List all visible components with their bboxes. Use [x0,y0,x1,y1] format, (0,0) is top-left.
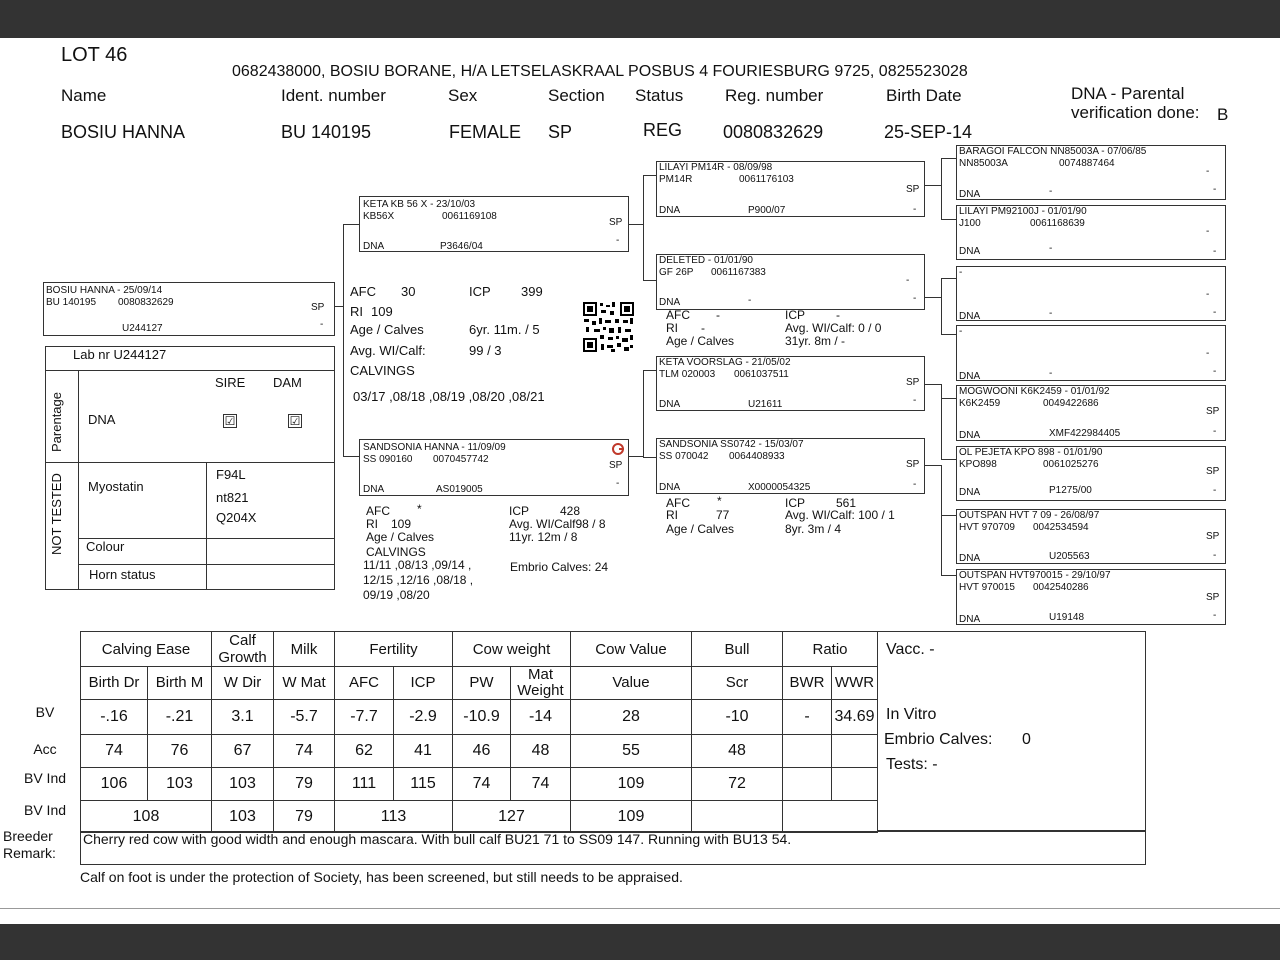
group-calving-ease: Calving Ease [81,632,212,667]
dam-calvings-3: 09/19 ,08/20 [363,588,430,602]
dam-calvings-1: 11/11 ,08/13 ,09/14 , [363,558,472,572]
acc-cell: 74 [81,735,148,768]
bv-ind2-cell: 108 [81,801,212,833]
ggp-ident: NN85003A [959,158,1008,169]
self-ri-label: RI [350,304,363,319]
qr-code-icon [582,301,635,353]
sd-age-value: 31yr. 8m / - [785,334,846,348]
ggp-title: OUTSPAN HVT 7 09 - 26/08/97 [959,510,1100,521]
myostatin-label: Myostatin [88,479,144,494]
ggp-dna: U19148 [1049,612,1085,623]
dd-icp-label: ICP [785,496,806,510]
group-bull: Bull [692,632,783,667]
breeder-label: Breeder [3,828,53,844]
sub-bwr: BWR [783,667,832,700]
bv-ind2-cell: 103 [212,801,274,833]
sub-w-dir: W Dir [212,667,274,700]
bv-ind-cell: 79 [274,768,335,801]
bv-ind-cell: 74 [511,768,571,801]
acc-cell [832,735,878,768]
ggp-dash: - [1213,366,1217,377]
horn-status-label: Horn status [89,567,156,582]
self-section: SP [311,302,325,313]
gp-dd-ident: SS 070042 [659,451,709,462]
bv-cell: -7.7 [335,700,394,735]
acc-cell: 74 [274,735,335,768]
dam-ident: SS 090160 [363,454,413,465]
bv-ind-cell [783,768,832,801]
ggp-box-5 [956,385,1226,441]
ggp-dna-label: DNA [959,311,981,322]
acc-cell: 55 [571,735,692,768]
gp-ds-section: SP [906,377,920,388]
sub-birth-m: Birth M [148,667,212,700]
lot-number: LOT 46 [61,44,128,66]
ggp-dash: - [1206,166,1210,177]
gp-dd-section: SP [906,459,920,470]
gp-ss-dna: P900/07 [748,205,786,216]
group-cow-value: Cow Value [571,632,692,667]
sire-title: KETA KB 56 X - 23/10/03 [363,199,476,210]
sub-scr: Scr [692,667,783,700]
acc-cell: 76 [148,735,212,768]
self-age-value: 6yr. 11m. / 5 [469,322,540,337]
gp-dd-dna: X0000054325 [748,482,811,493]
header-sex: Sex [448,86,478,105]
sd-afc-label: AFC [666,308,690,322]
sire-dna-checkbox[interactable]: ☑ [224,414,236,428]
gp-ss-ident: PM14R [659,174,693,185]
ggp-dash: - [1213,307,1217,318]
ggp-dash: - [1206,226,1210,237]
lab-vdivider [206,462,207,590]
ggp-title: MOGWOONI K6K2459 - 01/01/92 [959,386,1110,397]
ggp-box-1 [956,145,1226,200]
lab-sire-header: SIRE [215,375,246,390]
gp-sd-dash-1: - [906,275,910,286]
acc-cell: 48 [511,735,571,768]
self-pedigree-box [43,282,335,336]
ggp-section: SP [1206,466,1220,477]
ggp-reg: 0049422686 [1043,398,1099,409]
dd-age-value: 8yr. 3m / 4 [785,522,842,536]
ggp-reg: 0074887464 [1059,158,1115,169]
ggp-dna: U205563 [1049,551,1090,562]
dam-afc-value: * [417,502,422,516]
self-ident: BU 140195 [46,297,97,308]
self-icp-label: ICP [469,284,491,299]
ggp-dna: - [1049,308,1053,319]
remark-label: Remark: [3,845,56,861]
ggp-title: LILAYI PM92100J - 01/01/90 [959,206,1087,217]
sire-ident: KB56X [363,211,395,222]
ggp-section: SP [1206,406,1220,417]
ggp-ident: KPO898 [959,459,997,470]
group-fertility: Fertility [335,632,453,667]
gp-sd-ident: GF 26P [659,267,694,278]
bv-ind-cell: 72 [692,768,783,801]
gp-ss-section: SP [906,184,920,195]
in-vitro-label: In Vitro [886,706,937,723]
gp-ss-reg: 0061176103 [739,174,794,185]
bv-ind2-cell [692,801,783,833]
bv-ind2-cell: 113 [335,801,453,833]
parentage-label: Parentage [49,392,64,452]
row-label-acc: Acc [33,741,57,757]
dam-age-label: Age / Calves [366,530,435,544]
self-calvings-dates: 03/17 ,08/18 ,08/19 ,08/20 ,08/21 [353,389,545,404]
header-ident: Ident. number [281,86,386,105]
self-wi-label: Avg. WI/Calf: [350,343,426,358]
bottom-bar [0,924,1280,960]
self-calvings-label: CALVINGS [350,363,415,378]
ggp-box-8 [956,569,1226,625]
self-dna: U244127 [122,323,163,334]
dd-wi: Avg. WI/Calf: 100 / 1 [785,508,895,522]
sub-birth-dr: Birth Dr [81,667,148,700]
lab-divider [45,370,335,371]
ggp-dash: - [1206,348,1210,359]
dam-dna-checkbox[interactable]: ☑ [289,414,301,428]
header-name: Name [61,86,107,105]
bv-cell: -5.7 [274,700,335,735]
self-icp-value: 399 [521,284,543,299]
gp-sire-dam-box [656,254,925,310]
ggp-title: - [959,326,963,337]
ggp-reg: 0042534594 [1033,522,1089,533]
bv-ind-cell: 103 [148,768,212,801]
dam-title: SANDSONIA HANNA - 11/09/09 [363,442,506,453]
lab-number: Lab nr U244127 [73,347,167,362]
animal-reg: 0080832629 [723,122,824,142]
bv-ind-cell: 106 [81,768,148,801]
bv-ind-cell: 109 [571,768,692,801]
bv-cell: -.21 [148,700,212,735]
row-label-bv-ind-2: BV Ind [23,802,67,818]
ggp-ident: HVT 970015 [959,582,1015,593]
sire-reg: 0061169108 [442,211,497,222]
animal-sex: FEMALE [449,122,522,142]
dam-calvings-label: CALVINGS [366,545,426,559]
gp-ds-ident: TLM 020003 [659,369,716,380]
dam-ri-value: 109 [391,517,412,531]
header-section: Section [548,86,605,105]
dd-afc-label: AFC [666,496,690,510]
gp-ds-dna: U21611 [748,399,783,410]
sire-dash: - [616,235,620,246]
gp-ss-dash: - [913,204,917,215]
ggp-dash: - [1213,184,1217,195]
ggp-dna-label: DNA [959,371,981,382]
animal-ident: BU 140195 [281,122,372,142]
lab-dna-label: DNA [88,412,116,427]
bv-ind-cell: 103 [212,768,274,801]
gp-sd-dash-2: - [913,293,917,304]
dam-dna-label: DNA [363,484,385,495]
sd-afc-value: - [716,308,720,322]
ggp-title: OL PEJETA KPO 898 - 01/01/90 [959,447,1103,458]
dam-box [359,439,629,496]
ggp-box-6 [956,446,1226,501]
acc-cell: 41 [394,735,453,768]
ggp-dash: - [1213,485,1217,496]
gp-ss-dna-label: DNA [659,205,681,216]
ggp-ident: J100 [959,218,981,229]
bv-cell: -10.9 [453,700,511,735]
ggp-box-7 [956,509,1226,564]
embrio-calves-value: 0 [1022,731,1031,748]
ggp-dna-label: DNA [959,614,981,625]
bv-cell: -.16 [81,700,148,735]
ggp-box-2 [956,205,1226,260]
header-birth: Birth Date [886,86,962,105]
breeder-remark-box [80,831,1146,865]
animal-status: REG [643,120,683,140]
sd-icp-label: ICP [785,308,806,322]
group-ratio: Ratio [783,632,878,667]
self-afc-label: AFC [350,284,376,299]
bv-cell: -14 [511,700,571,735]
animal-birth: 25-SEP-14 [884,122,973,142]
ggp-dna-label: DNA [959,430,981,441]
dam-section: SP [609,460,623,471]
sub-pw: PW [453,667,511,700]
bv-ind2-cell: 79 [274,801,335,833]
dam-dna: AS019005 [436,484,483,495]
gp-dd-title: SANDSONIA SS0742 - 15/03/07 [659,439,804,450]
ggp-dash: - [1213,610,1217,621]
bv-ind2-cell: 109 [571,801,692,833]
gp-ss-title: LILAYI PM14R - 08/09/98 [659,162,773,173]
ggp-ident: HVT 970709 [959,522,1015,533]
dd-afc-value: * [717,494,722,508]
gp-dd-dash: - [913,479,917,490]
ggp-dna-label: DNA [959,487,981,498]
bv-ind-cell: 115 [394,768,453,801]
sire-box [359,196,629,252]
dna-parental-label-2: verification done: [1071,103,1200,122]
sd-icp-value: - [836,308,840,322]
dam-icp-value: 428 [560,504,581,518]
group-milk: Milk [274,632,335,667]
gp-ds-dash: - [913,395,917,406]
sub-mat-weight: Mat Weight [511,667,571,700]
gp-sd-title: DELETED - 01/01/90 [659,255,753,266]
sire-section: SP [609,217,623,228]
row-label-bv: BV [35,704,55,720]
gp-dam-sire-box [656,356,925,411]
gp-ds-dna-label: DNA [659,399,681,410]
lab-vdivider [78,370,79,590]
ggp-box-4 [956,325,1226,381]
colour-label: Colour [86,539,125,554]
sub-wwr: WWR [832,667,878,700]
dam-wi: Avg. WI/Calf98 / 8 [509,517,606,531]
sd-wi: Avg. WI/Calf: 0 / 0 [785,321,882,335]
gp-dd-dna-label: DNA [659,482,681,493]
ggp-dash: - [1213,426,1217,437]
ggp-section: SP [1206,531,1220,542]
dam-age-value: 11yr. 12m / 8 [509,530,578,544]
dna-parental-label: DNA - Parental [1071,84,1185,103]
header-status: Status [635,86,684,105]
breeder-remark-text: Cherry red cow with good width and enough mascara. With bull calf BU21 71 to SS09 147. Running with BU13 54. [83,831,792,847]
breeding-values-table [80,631,878,833]
dam-ri-label: RI [366,517,378,531]
dam-afc-label: AFC [366,504,390,518]
group-cow-weight: Cow weight [453,632,571,667]
ggp-dna-label: DNA [959,553,981,564]
bv-cell: -2.9 [394,700,453,735]
header-reg: Reg. number [725,86,824,105]
sub-icp: ICP [394,667,453,700]
lab-dam-header: DAM [273,375,302,390]
sire-dna-label: DNA [363,241,385,252]
ggp-dna: - [1049,368,1053,379]
ggp-title: - [959,267,963,278]
ggp-dna-label: DNA [959,189,981,200]
top-bar [0,0,1280,38]
gp-ds-reg: 0061037511 [734,369,789,380]
dam-embrio-calves: Embrio Calves: 24 [510,560,609,574]
sub-w-mat: W Mat [274,667,335,700]
ggp-dna: - [1049,243,1053,254]
sd-ri-value: - [701,321,705,335]
bv-ind-cell: 111 [335,768,394,801]
bv-ind-cell: 74 [453,768,511,801]
dd-age-label: Age / Calves [666,522,735,536]
ggp-dash: - [1213,246,1217,257]
ggp-reg: 0061025276 [1043,459,1099,470]
self-dash: - [320,319,324,330]
sd-age-label: Age / Calves [666,334,735,348]
dam-icp-label: ICP [509,504,530,518]
ggp-title: OUTSPAN HVT970015 - 29/10/97 [959,570,1111,581]
not-tested-label: NOT TESTED [49,473,64,555]
ggp-reg: 0042540286 [1033,582,1089,593]
sd-ri-label: RI [666,321,678,335]
ggp-section: SP [1206,592,1220,603]
dd-icp-value: 561 [836,496,857,510]
dna-parental-value: B [1217,105,1229,124]
ggp-dash: - [1213,550,1217,561]
myostatin-nt821: nt821 [216,490,249,505]
self-age-label: Age / Calves [350,322,424,337]
acc-cell: 62 [335,735,394,768]
acc-cell: 67 [212,735,274,768]
row-label-bv-ind: BV Ind [23,770,67,786]
acc-cell: 48 [692,735,783,768]
dam-calvings-2: 12/15 ,12/16 ,08/18 , [363,573,474,587]
ggp-reg: 0061168639 [1030,218,1085,229]
sub-value: Value [571,667,692,700]
vaccination-panel [878,631,1146,831]
bv-cell: 34.69 [832,700,878,735]
ggp-title: BARAGOI FALCON NN85003A - 07/06/85 [959,146,1147,157]
dd-ri-label: RI [666,508,678,522]
bv-ind-cell [832,768,878,801]
gp-sire-sire-box [656,161,925,217]
acc-cell: 46 [453,735,511,768]
acc-cell [783,735,832,768]
gp-sd-dna-label: DNA [659,297,681,308]
bv-cell: -10 [692,700,783,735]
owner-line: 0682438000, BOSIU BORANE, H/A LETSELASKRAAL POSBUS 4 FOURIESBURG 9725, 0825523028 [232,63,968,80]
sub-afc: AFC [335,667,394,700]
gp-sd-dna: - [748,295,752,306]
gp-dam-dam-box [656,438,925,494]
tests-label: Tests: - [886,756,938,773]
dam-dash: - [616,478,620,489]
embrio-calves-label: Embrio Calves: [884,731,993,748]
lab-divider [45,462,79,463]
sire-dna: P3646/04 [440,241,483,252]
self-afc-value: 30 [401,284,416,299]
group-calf-growth: Calf Growth [212,632,274,667]
animal-name: BOSIU HANNA [61,122,186,142]
bv-cell: 3.1 [212,700,274,735]
gp-ds-title: KETA VOORSLAG - 21/05/02 [659,357,791,368]
self-ri-value: 109 [371,304,393,319]
myostatin-f94l: F94L [216,467,246,482]
dam-reg: 0070457742 [433,454,489,465]
gp-sd-reg: 0061167383 [711,267,766,278]
bv-cell: - [783,700,832,735]
ggp-dna-label: DNA [959,246,981,257]
self-reg: 0080832629 [118,297,174,308]
ggp-box-3 [956,266,1226,321]
bv-cell: 28 [571,700,692,735]
bottom-divider [0,908,1280,909]
self-wi-value: 99 / 3 [469,343,502,358]
dd-ri-value: 77 [716,508,730,522]
bv-ind2-cell [783,801,878,833]
ggp-dash: - [1206,289,1210,300]
animal-section: SP [548,122,573,142]
ggp-dna: XMF422984405 [1049,428,1121,439]
ggp-ident: K6K2459 [959,398,1001,409]
ggp-dna: - [1049,186,1053,197]
ggp-dna: P1275/00 [1049,485,1092,496]
myostatin-q204x: Q204X [216,510,257,525]
vacc-label: Vacc. - [886,641,935,658]
society-stamp-icon [611,442,625,456]
self-title: BOSIU HANNA - 25/09/14 [46,285,163,296]
footer-note: Calf on foot is under the protection of Society, has been screened, but still needs to be appraised. [80,869,683,885]
gp-dd-reg: 0064408933 [729,451,785,462]
bv-ind2-cell: 127 [453,801,571,833]
